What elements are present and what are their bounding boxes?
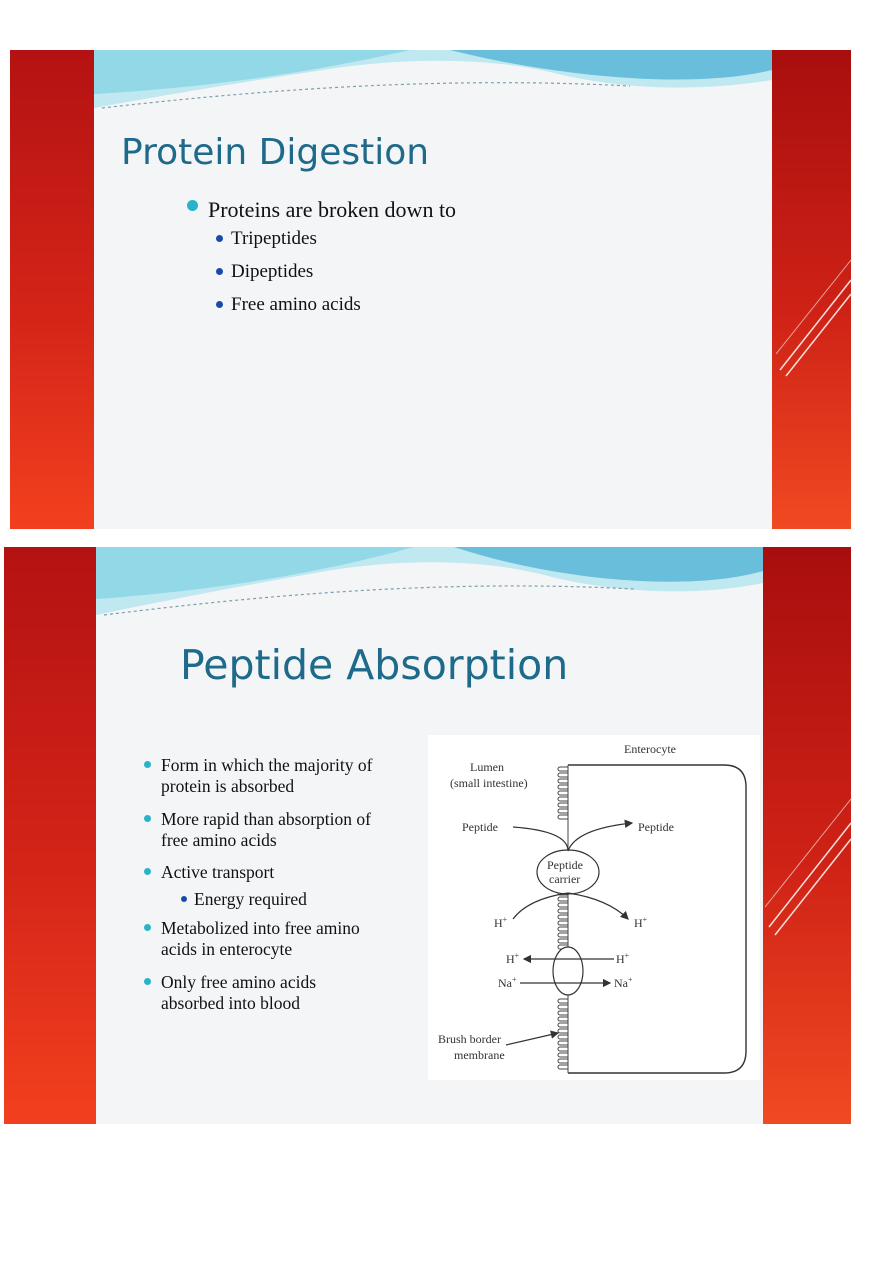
label-brush-border-line2: membrane <box>454 1048 505 1062</box>
bullet-line: free amino acids <box>161 830 277 850</box>
bullet-level2: Free amino acids <box>231 294 361 315</box>
bullet-level1 <box>161 972 316 1014</box>
brush-border-pointer <box>506 1033 558 1045</box>
brush-border-membrane <box>558 765 568 1073</box>
bullet-line: protein is absorbed <box>161 776 295 796</box>
diagonal-lines-decoration <box>763 787 851 947</box>
slide-protein-digestion <box>10 50 851 529</box>
peptide-out-arrow <box>568 823 632 851</box>
sub-bullet-dot <box>216 268 223 275</box>
bullet-level2: Dipeptides <box>231 261 314 282</box>
label-na-left: Na+ <box>498 975 517 990</box>
peptide-in-arrow <box>513 827 568 851</box>
bullet-level1 <box>161 918 360 960</box>
label-lumen: Lumen <box>470 760 504 774</box>
bullet-level1 <box>161 755 372 797</box>
bullet-level2: Tripeptides <box>231 228 317 249</box>
label-enterocyte: Enterocyte <box>624 742 676 756</box>
bullet-dot <box>144 815 151 822</box>
label-peptide-in: Peptide <box>462 820 498 834</box>
label-peptide-out: Peptide <box>638 820 674 834</box>
bullet-line: Active transport <box>161 862 275 882</box>
enterocyte-outline <box>568 765 746 1073</box>
sub-bullet-dot <box>181 896 187 902</box>
label-h-left-top: H+ <box>494 915 508 930</box>
bullet-dot <box>144 978 151 985</box>
top-wave-decoration <box>4 547 851 627</box>
diagonal-lines-decoration <box>772 250 851 390</box>
bullet-level1: Proteins are broken down to <box>208 197 457 222</box>
na-h-exchanger <box>553 947 583 995</box>
bullet-dot <box>187 200 198 211</box>
bullet-dot <box>144 761 151 768</box>
bullet-line: Metabolized into free amino <box>161 918 360 938</box>
bullet-line: absorbed into blood <box>161 993 301 1013</box>
sub-bullet-dot <box>216 235 223 242</box>
label-h-right-top: H+ <box>634 915 648 930</box>
bullet-dot <box>144 924 151 931</box>
slide-panel <box>94 50 772 529</box>
label-h-right-mid: H+ <box>616 951 630 966</box>
label-carrier-line2: carrier <box>549 872 581 886</box>
slide-title: Protein Digestion <box>121 132 430 173</box>
sub-bullet-dot <box>216 301 223 308</box>
bullet-line: Only free amino acids <box>161 972 317 992</box>
left-red-bar <box>10 50 94 529</box>
label-brush-border-line1: Brush border <box>438 1032 501 1046</box>
slide-title: Peptide Absorption <box>180 641 569 689</box>
bullet-dot <box>144 868 151 875</box>
bullet-level1 <box>161 862 274 883</box>
bullet-line: acids in enterocyte <box>161 939 293 959</box>
bullet-line: Form in which the majority of <box>161 755 373 775</box>
bullet-line: Energy required <box>194 889 307 909</box>
proton-out-arrow <box>568 893 628 919</box>
label-carrier-line1: Peptide <box>547 858 583 872</box>
bullet-level2 <box>194 889 307 910</box>
bullet-level1 <box>161 809 371 851</box>
bullet-line: More rapid than absorption of <box>161 809 371 829</box>
left-red-bar <box>4 547 96 1124</box>
label-na-right: Na+ <box>614 975 633 990</box>
label-h-left-mid: H+ <box>506 951 520 966</box>
label-lumen-sub: (small intestine) <box>450 776 528 790</box>
slide-peptide-absorption <box>4 547 851 1124</box>
top-wave-decoration <box>10 50 851 120</box>
peptide-transport-diagram <box>428 735 760 1080</box>
